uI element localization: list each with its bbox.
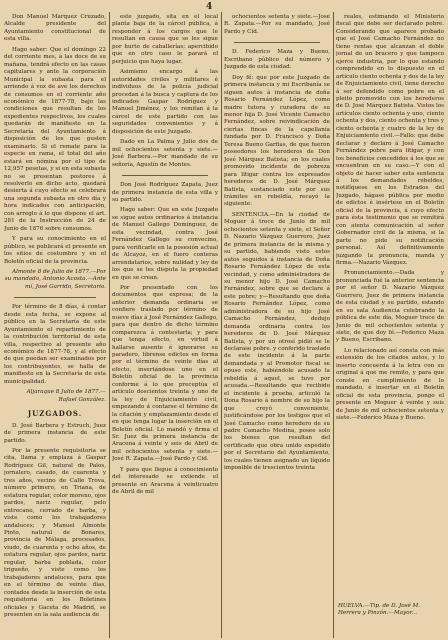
column-1: [4, 14, 106, 634]
paragraph: D. Federico Maza y Bueno, Escribano público del número y Juzgado de esta ciudad.: [224, 49, 330, 71]
paragraph: ochocientos setenta y siete.—José R. Zapata.—Por su mandado, José Pardo y Cid.: [224, 14, 330, 35]
column-rule: [221, 12, 222, 638]
signature: Aljaraque 8 Julio de 1877.—Rafael González.: [26, 389, 106, 403]
paragraph: Don José Rodríguez Zapata, Juez de primera instancia de esta villa y su partido.: [112, 182, 218, 203]
paragraph: Asimismo encargo á las autoridades civiles y militares é individuos de la policía judicial procedan á la busca y captura de los indicados Gaspar Rodríguez y Manuel Jiménez, y los remitan á la cárcel de este partido con las seguridades convenientes y á disposición de este Juzgado.: [112, 69, 218, 135]
paragraph: Y para su conocimiento en el público, se publicará el presente en los sitios de costumbre y en el Boletín oficial de la provincia.: [4, 236, 106, 265]
paragraph: Dado en La Palma y Julio dos de mil ochocientos setenta y siete.—José Barbera.—Por mandado de su señoría, Agustín de Montes.: [112, 139, 218, 168]
edict-header: Don Manuel Márquez Cruzado, Alcalde presidente del Ayuntamiento constitucional de esta villa.: [4, 14, 106, 43]
paragraph: Lo relacionado así consta con más extensión de los citados autos, y lo inserto concuerda á la letra con su original á que me remito, y para que conste en cumplimiento de lo mandado, é insertar en el Boletín oficial de esta provincia, pongo el presente en Moguer á veinte y seis de Junio de mil ochocientos setenta y siete.—Federico Maza y Bueno.: [336, 347, 444, 422]
paragraph: Por término de 8 días, á contar desde esta fecha, se expone al público en la Secretaría de este Ayuntamiento el repartimiento de la contribución territorial de esta villa, respectivo al presente año económico de 1877-78, y al efecto de que puedan ser examinados por los contribuyentes, se halla de manifiesto en la Secretaría de esta municipalidad.: [4, 304, 106, 385]
column-3: [224, 14, 330, 634]
separator: [14, 297, 96, 298]
paragraph: Por presentado con los documentos que expresa; de la anterior demanda ordinaria se confiere traslado por término de nueve días á José Fernández Gallego, para que dentro de dicho término comparezca á contestarla; y para que tenga efecto, en virtud á hallarse ausente é ignorarse su paradero, líbrense edictos en forma por el término de veinte días al efecto, insertándose uno en el Boletín oficial de la provincia conforme á lo que preceptúa el artículo doscientos treinta y uno de la ley de Enjuiciamiento civil, empezando á contarse el término de la citación y emplazamiento desde el en que tenga lugar la inserción en el Boletín oficial. Lo mandó y firma el Sr. Juez de primera instancia de Aracena á veinte y seis de Abril de mil ochocientos setenta y siete.—José R. Zapata.—José Pardo y Cid.: [112, 284, 218, 463]
paragraph: SENTENCIA.—En la ciudad de Moguer á trece de Junio de mil ochocientos setenta y siete, el Señor D. Nazario Vázquez Guerrero, Juez de primera instancia de la misma y su partido, habiendo visto estos autos seguidos á instancia de Doña Rosario Fernández López de esta vecindad, y como administradora de su menor hijo D. José Camacho Fernández, sobre que se declare á este pobre; y—Resultando que doña Rosario Fernández López, como administradora de su hijo José Camacho Fernández, dedujo demanda ordinaria contra los herederos de D. José Márquez Batista, y por un otrosí pidió se le declarase pobre. y conferido traslado de este incidente á la parte demandada y al Promotor fiscal se opuso este, habiéndole acusado la rebeldía á aquel, se tuvo por acusada.—Resultando que recibido el incidente á prueba, articuló la Dona Rosario á nombre de su hijo la que creyó conveniente, justificándose por los testigos que el José Camacho como heredero de su padre Camacho Medina, posee solo los bienes que resultan del certificado que obra unido expedido por el Secretario del Ayuntamiento, los cuales tienen asignado un líquido imponible de trescientos treinta: [224, 211, 330, 472]
separator: [234, 42, 320, 43]
column-rule: [109, 12, 110, 638]
column-4: [336, 14, 444, 634]
column-2: [112, 14, 218, 634]
paragraph: Hago saber: Que el domingo 22 del corriente mes, á las doce de su mañana, tendrá efecto en las casas capitulares y ante la corporación Municipal la subasta para el arriendo á voz de ave los derechos de consumos en el corriente año económico de 1877-78, bajo las condiciones que resultan de los expedientes respectivos, los cuales quedarán de manifiesto en la Secretaría del Ayuntamiento á disposición de los que gusten examinarlo. Si el remate para la especie en rama, el total del año estará en nómina por el tipo de 12,957 pesetas, y si en esta subasta no se presentan postores á resolverlo en dicho acto, quedará desierta á cuyo efecto se celebrará una segunda subasta en otro día y hora indicados con anticipación, con arreglo á lo que dispone el art. 281 de la Instrucción de 24 de Junio de 1876 sobre consumos.: [4, 46, 106, 232]
section-heading: JUZGADOS.: [27, 409, 83, 419]
paragraph: Hago saber: Que en este Juzgado se sigue autos ordinarios á instancia de Manuel Gallego Domínguez, de esta vecindad, contra José Fernández Gallego su convecino, para verificarle en la posesión actual de Alcayoz, en el fuero conteras arrendatarios, sobre nulidad y ley de los que se les disputa la propiedad en que se crean.: [112, 207, 218, 281]
page-number: 4: [206, 2, 213, 12]
paragraph: este juzgado, sita en el local planta baja de la cárcel pública, á responder á los cargos que le resultan en causa que se les sigue por hurto de caballerías; apercibido que en otro caso le parará el perjuicio que haya lugar.: [112, 14, 218, 65]
separator: [122, 175, 208, 176]
paragraph: Doy fé: que por este Juzgado de primera instancia y mi Escribanía se siguen autos á instancia de doña Rosario Fernández López, como madre tutora y curadora de su menor hija D. José Vicente Camacho Fernández, sobre reivindicación de ciertas fincas de la capellanía fundada por D. Francisco y Doña Teresa Bueno Garfias, de que fueron poseedores los herederos de Don José Márquez Batista; en los cuales promovido incidente de pobreza para litigar contra los expresados herederos de D. José Márquez Batista, sustanciado este por sus trámites en rebeldía, recayó la siguiente:: [224, 74, 330, 208]
signature: Almonte 8 de Julio de 1877.—Por su mandado, Antonio Acosta.—Ante mí, José Garrido, Secretario.: [4, 268, 106, 290]
paragraph: Por la presente requisitoria se cita, llama y emplaza á Gaspar Rodríguez Gil, natural de Palos, jornalero, casado, de cuarenta y tres años, vecino de Calle Trova, número primero, en Triana, de estatura regular, color moreno, ojos pardos, nariz regular, pelo entrecano, cerrado de barba, y viste como los trabajadores andaluces; y Manuel Almonte Pinto, natural de Bonares, provincia de Málaga, procesados, viudo, de cuarenta y ocho años, de estatura regular, ojos pardos, nariz regular, barba poblada, color trigueño, y viste como los trabajadores andaluces, para que en el término de veinte días, contados desde la inserción de esta requisitoria en los Boletines oficiales y Gaceta de Madrid, se presenten en la sala audiencia de: [4, 448, 106, 618]
paragraph: Pronunciamiento.—Dada y pronunciada fué la anterior sentencia por el señor D. Nazario Vázquez Guerrero, Juez de primera instancia de esta ciudad y su partido, estando en su sala Audiencia celebrando la pública de este día, Moguer trece de Junio de mil ochocientos setenta y siete, de que doy fé.—Federico Maza y Bueno, Escribano.: [336, 270, 444, 344]
paragraph: reales, estimando el Ministerio fiscal que debe ser declarado pobre. Considerando que aparece probado que el José Camacho Fernández no tiene rentas que alcanzan el doble jornal de un bracero y que tampoco ejerce industria, por lo que estando comprendido en lo dispuesto en el artículo ciento ochenta y dos de la ley de Enjuiciamiento civil, tiene derecho á ser defendido como pobre en el pleito promovido con los herederos de D. José Márquez Batista. Vistos los artículos ciento ochenta y uno, ciento ochenta y dos, ciento ochenta y tres y ciento ochenta y cuatro de la ley de Enjuiciamiento civil.—Fallo: que debe declarar y declaro á José Camacho Fernández pobre para litigar, y con los beneficios concedidos á los que se encuentran en su caso.—Y con el objeto de hacer saber esta sentencia á los demandados rebeldes, notifíquese en los Estrados del Juzgado, hágase pública por medio de edictos é insértese en el Boletín oficial de la provincia, á cuyo efecto para ésta testimonio que se remitirá con atenta comunicación al señor Gobernador civil de la misma, si la parte no pide su notificación personal. Así definitivamente juzgando la pronuncia, manda y firma.—Nazario Vázquez.: [336, 14, 444, 266]
column-rule: [333, 12, 334, 638]
printer-footer: HUELVA.—Tip. de D. José M. Herrera y Pinzón.—Mayor...: [338, 603, 421, 617]
paragraph: Y para que llegue á conocimiento del interesado se extiende el presente en Aracena á veinticuatro de Abril de mil: [112, 466, 218, 496]
paragraph: D. José Barbera y Estruch, Juez de primera instancia de este partido.: [4, 422, 106, 444]
